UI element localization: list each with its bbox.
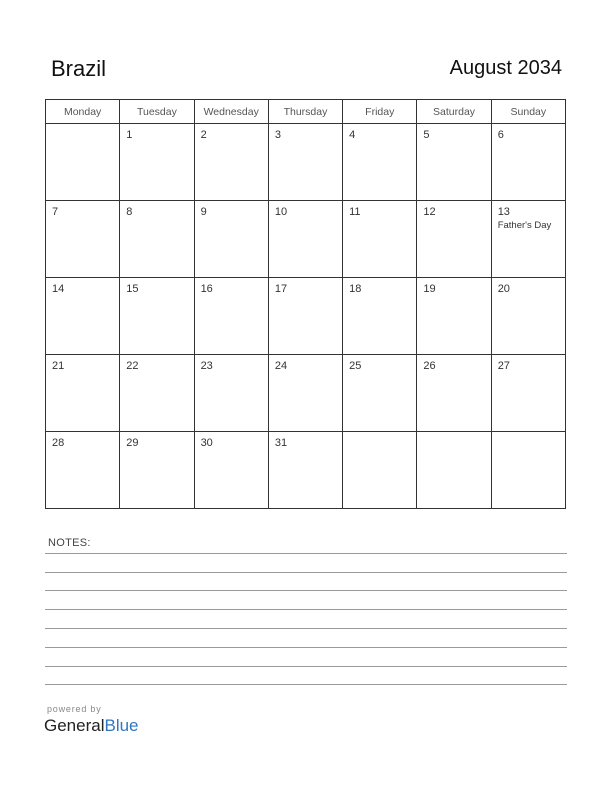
day-cell — [46, 355, 120, 432]
day-number: 20 — [497, 283, 510, 295]
week-row — [46, 278, 566, 355]
day-number: 26 — [423, 360, 436, 372]
day-cell — [268, 201, 342, 278]
week-row — [46, 124, 566, 201]
day-number: 27 — [497, 360, 510, 372]
notes-label: NOTES: — [48, 537, 91, 549]
note-line — [45, 684, 567, 685]
weekday-header: Friday — [343, 100, 417, 124]
day-cell — [491, 201, 565, 278]
day-cell — [120, 355, 194, 432]
day-cell — [120, 124, 194, 201]
country-title: Brazil — [51, 56, 107, 81]
day-cell — [491, 432, 565, 509]
day-cell — [343, 355, 417, 432]
note-line — [45, 609, 567, 610]
day-number: 1 — [126, 129, 133, 141]
weekday-header: Wednesday — [194, 100, 268, 124]
day-number: 4 — [349, 129, 356, 141]
day-cell — [417, 355, 491, 432]
day-cell — [343, 432, 417, 509]
day-cell — [491, 355, 565, 432]
day-number: 2 — [200, 129, 207, 141]
day-number: 18 — [349, 283, 362, 295]
day-cell — [194, 201, 268, 278]
day-cell — [46, 201, 120, 278]
note-line — [45, 666, 567, 667]
day-cell — [46, 124, 120, 201]
day-cell — [194, 124, 268, 201]
day-number: 9 — [200, 206, 207, 218]
day-number: 6 — [497, 129, 504, 141]
day-number: 7 — [52, 206, 59, 218]
day-cell — [268, 278, 342, 355]
day-cell — [120, 432, 194, 509]
day-number: 11 — [349, 206, 361, 218]
day-cell — [491, 124, 565, 201]
generalblue-logo — [44, 716, 139, 736]
day-cell — [194, 278, 268, 355]
day-cell — [194, 355, 268, 432]
day-number: 15 — [126, 283, 139, 295]
day-number: 30 — [200, 437, 213, 449]
weekday-header: Monday — [46, 100, 120, 124]
day-number: 31 — [274, 437, 288, 449]
week-row — [46, 432, 566, 509]
note-line — [45, 572, 567, 573]
day-number: 17 — [274, 283, 288, 295]
weekday-header: Thursday — [268, 100, 342, 124]
day-cell — [120, 201, 194, 278]
note-line — [45, 628, 567, 629]
day-number: 19 — [423, 283, 436, 295]
brand-general-text: General — [44, 716, 105, 735]
day-cell — [417, 124, 491, 201]
month-year-title: August 2034 — [449, 57, 562, 79]
day-cell — [268, 124, 342, 201]
day-cell — [343, 124, 417, 201]
note-line — [45, 647, 567, 648]
weekday-header: Tuesday — [120, 100, 194, 124]
weekday-header: Saturday — [417, 100, 491, 124]
day-number: 3 — [274, 129, 281, 141]
day-number: 12 — [423, 206, 436, 218]
day-number: 21 — [52, 360, 65, 372]
day-cell — [417, 201, 491, 278]
day-number: 22 — [126, 360, 139, 372]
day-cell — [46, 278, 120, 355]
holiday-label: Father's Day — [497, 220, 552, 231]
day-number: 8 — [126, 206, 133, 218]
day-cell — [46, 432, 120, 509]
day-number: 29 — [126, 437, 139, 449]
day-cell — [417, 278, 491, 355]
day-number: 10 — [274, 206, 288, 218]
note-line — [45, 590, 567, 591]
weekday-header-row — [46, 100, 566, 124]
day-number: 23 — [200, 360, 213, 372]
day-number: 28 — [52, 437, 65, 449]
brand-blue-text: Blue — [104, 716, 139, 735]
day-number: 13 — [497, 206, 510, 218]
day-cell — [268, 355, 342, 432]
week-row — [46, 355, 566, 432]
day-cell — [268, 432, 342, 509]
day-number: 5 — [423, 129, 430, 141]
day-cell — [417, 432, 491, 509]
day-cell — [120, 278, 194, 355]
weekday-header: Sunday — [491, 100, 565, 124]
day-cell — [491, 278, 565, 355]
powered-by-label: powered by — [47, 704, 102, 714]
day-number: 16 — [200, 283, 213, 295]
day-cell — [343, 278, 417, 355]
day-cell — [194, 432, 268, 509]
day-number: 25 — [349, 360, 362, 372]
day-cell — [343, 201, 417, 278]
calendar-grid — [45, 99, 566, 509]
note-line — [45, 553, 567, 554]
week-row — [46, 201, 566, 278]
day-number: 24 — [274, 360, 288, 372]
day-number: 14 — [52, 283, 65, 295]
